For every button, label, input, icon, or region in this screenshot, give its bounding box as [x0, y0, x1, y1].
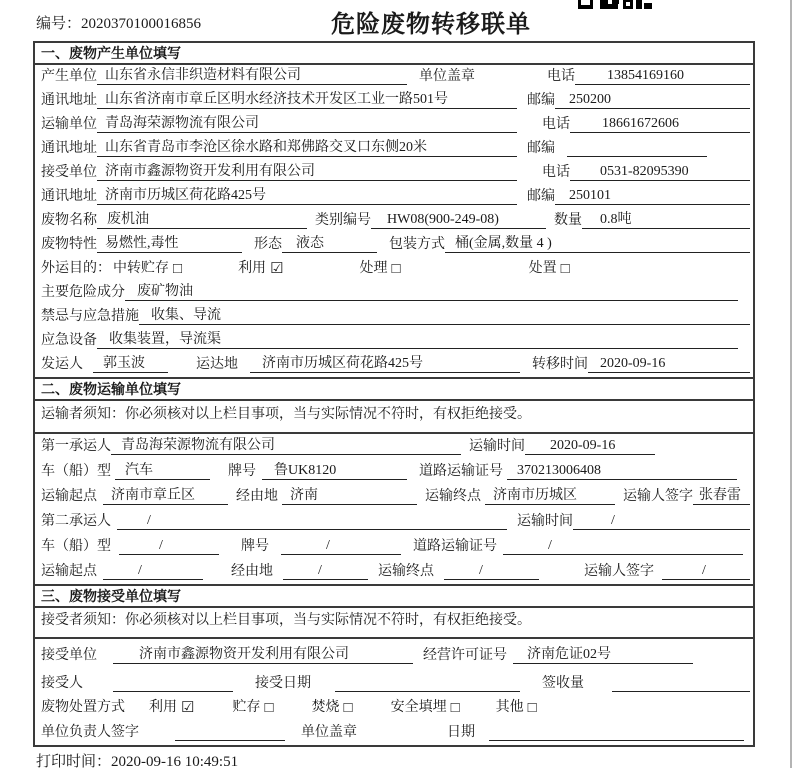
vehicle1-label: 车（船）型 [41, 464, 111, 479]
character-value: 易燃性,毒性 [97, 235, 242, 253]
via1-value: 济南 [282, 487, 417, 505]
purpose-option-use [238, 260, 283, 277]
purpose-option-dispose [529, 260, 570, 277]
vehicle2-value: / [119, 537, 219, 555]
transporter-notice-row [35, 401, 753, 434]
plate1-label: 牌号 [228, 464, 256, 479]
equipment-row [35, 329, 753, 353]
receiver-notice-row [35, 608, 753, 639]
disposal-burn-checkbox: □ [343, 700, 353, 716]
equipment-label: 应急设备 [41, 333, 97, 348]
packing-label: 包装方式 [389, 237, 445, 252]
transporter-notice-label: 运输者须知： [41, 407, 125, 422]
print-time-label: 打印时间： [36, 754, 112, 768]
phone3-label: 电话 [542, 165, 570, 180]
qty-label: 数量 [554, 213, 582, 228]
purpose-row [35, 257, 753, 281]
receiver-row [35, 161, 753, 185]
destination-value: 济南市历城区荷花路425号 [250, 355, 520, 373]
accept-unit-label: 接受单位 [41, 648, 97, 663]
time1-value: 2020-09-16 [525, 437, 655, 455]
accept-date-value [335, 691, 520, 692]
carrier1-row [35, 434, 753, 459]
origin1-label: 运输起点 [41, 489, 97, 504]
addr1-value: 山东省济南市章丘区明水经济技术开发区工业一路501号 [97, 91, 517, 109]
destination-label: 运达地 [196, 357, 238, 372]
addr3-value: 济南市历城区荷花路425号 [97, 187, 517, 205]
accept-person-value [113, 691, 233, 692]
disposal-burn-label: 焚烧 [311, 700, 340, 715]
doc-number [36, 12, 201, 33]
packing-value: 桶(金属,数量 4 ) [445, 235, 750, 253]
permit1-value: 370213006408 [507, 462, 737, 480]
category-label: 类别编号 [315, 213, 371, 228]
zip3-label: 邮编 [527, 189, 555, 204]
section3-title: 三、废物接受单位填写 [35, 584, 753, 608]
hazard-row [35, 281, 753, 305]
purpose-option-treat [360, 260, 401, 277]
zip1-value: 250200 [555, 91, 750, 109]
carrier1-label: 第一承运人 [41, 439, 111, 454]
date2-value [489, 740, 744, 741]
waste-name-label: 废物名称 [41, 213, 97, 228]
disposal-other-checkbox: □ [527, 700, 537, 716]
purpose-transfer-label: 中转贮存 [113, 261, 169, 276]
shipper-row [35, 353, 753, 377]
permit2-value: / [503, 537, 743, 555]
purpose-treat-label: 处理 [359, 261, 388, 276]
disposal-use-checkbox: ☑ [181, 700, 195, 716]
print-time-value: 2020-09-16 10:49:51 [111, 754, 239, 768]
page-title: 危险废物转移联单 [331, 11, 531, 38]
form-value: 液态 [282, 235, 377, 253]
via1-label: 经由地 [236, 489, 278, 504]
disposal-other-label: 其他 [495, 700, 524, 715]
disposal-landfill-checkbox: □ [450, 700, 460, 716]
carrier2-row [35, 509, 753, 534]
end1-label: 运输终点 [425, 489, 481, 504]
addr2-value: 山东省青岛市李沧区徐水路和郑佛路交叉口东侧20米 [97, 139, 517, 157]
phone2-label: 电话 [542, 117, 570, 132]
section1-title: 一、废物产生单位填写 [35, 43, 753, 65]
qr-code-icon [578, 0, 652, 9]
vehicle2-label: 车（船）型 [41, 539, 111, 554]
form-table [33, 41, 755, 747]
purpose-treat-checkbox: □ [391, 261, 401, 277]
receiver-value: 济南市鑫源物资开发利用有限公司 [97, 163, 517, 181]
addr2-label: 通讯地址 [41, 141, 97, 156]
origin2-label: 运输起点 [41, 564, 97, 579]
transporter-value: 青岛海荣源物流有限公司 [97, 115, 517, 133]
route1-row [35, 484, 753, 509]
purpose-option-transfer [113, 260, 182, 277]
route2-row [35, 559, 753, 584]
responsible-sign-row [35, 720, 753, 745]
producer-row [35, 65, 753, 89]
phone2-value: 18661672606 [570, 115, 750, 133]
waste-character-row [35, 233, 753, 257]
taboo-value: 收集、导流 [139, 307, 750, 325]
permit2-label: 道路运输证号 [413, 539, 497, 554]
sign1-value: 张春雷 [693, 487, 750, 505]
plate1-value: 鲁UK8120 [262, 462, 407, 480]
producer-address-row [35, 89, 753, 113]
receiver-label: 接受单位 [41, 165, 97, 180]
transporter-notice-text: 你必须核对以上栏目事项，当与实际情况不符时，有权拒绝接受。 [125, 407, 531, 422]
vehicle2-row [35, 534, 753, 559]
plate2-value: / [281, 537, 401, 555]
plate2-label: 牌号 [241, 539, 269, 554]
time2-value: / [573, 512, 750, 530]
purpose-dispose-checkbox: □ [560, 261, 570, 277]
disposal-store-label: 贮存 [232, 700, 261, 715]
category-value: HW08(900-249-08) [371, 211, 546, 229]
permit1-label: 道路运输证号 [419, 464, 503, 479]
sign2-value: / [662, 562, 750, 580]
amount-label: 签收量 [542, 676, 584, 691]
taboo-row [35, 305, 753, 329]
accept-unit-row [35, 639, 753, 668]
transfer-time-label: 转移时间 [532, 357, 588, 372]
transporter-address-row [35, 137, 753, 161]
carrier2-label: 第二承运人 [41, 514, 111, 529]
carrier2-value: / [117, 512, 507, 530]
hazard-label: 主要危险成分 [41, 285, 125, 300]
sign1-label: 运输人签字 [623, 489, 693, 504]
purpose-dispose-label: 处置 [528, 261, 557, 276]
vehicle1-row [35, 459, 753, 484]
phone3-value: 0531-82095390 [570, 163, 750, 181]
unit-seal-label: 单位盖章 [301, 725, 357, 740]
character-label: 废物特性 [41, 237, 97, 252]
disposal-use-label: 利用 [149, 700, 177, 715]
end2-label: 运输终点 [378, 564, 434, 579]
license-value: 济南危证02号 [513, 646, 693, 664]
qty-value: 0.8吨 [582, 211, 750, 229]
equipment-value: 收集装置，导流渠 [97, 331, 738, 349]
shipper-label: 发运人 [41, 357, 83, 372]
vehicle1-value: 汽车 [115, 462, 210, 480]
disposal-landfill-label: 安全填埋 [390, 700, 447, 715]
zip2-value [567, 156, 707, 157]
disposal-other [496, 699, 537, 716]
carrier1-value: 青岛海荣源物流有限公司 [111, 437, 461, 455]
time1-label: 运输时间 [469, 439, 525, 454]
shipper-value: 郭玉波 [93, 355, 168, 373]
phone1-label: 电话 [547, 69, 575, 84]
disposal-label: 废物处置方式 [41, 700, 125, 715]
end1-value: 济南市历城区 [485, 487, 615, 505]
doc-number-value: 2020370100016856 [81, 16, 202, 32]
accept-person-label: 接受人 [41, 676, 83, 691]
receiver-notice-text: 你必须核对以上栏目事项，当与实际情况不符时，有权拒绝接受。 [125, 613, 531, 628]
disposal-landfill [391, 699, 460, 716]
transfer-time-value: 2020-09-16 [588, 355, 750, 373]
receiver-notice-label: 接受者须知： [41, 613, 125, 628]
license-label: 经营许可证号 [423, 648, 507, 663]
responsible-sign-value [175, 740, 285, 741]
transporter-row [35, 113, 753, 137]
zip3-value: 250101 [555, 187, 750, 205]
hazard-value: 废矿物油 [125, 283, 738, 301]
producer-value: 山东省永信非织造材料有限公司 [97, 67, 407, 85]
accept-date-label: 接受日期 [255, 676, 311, 691]
waste-name-row [35, 209, 753, 233]
date2-label: 日期 [447, 725, 475, 740]
purpose-use-checkbox: ☑ [270, 261, 284, 277]
purpose-use-label: 利用 [238, 261, 267, 276]
accept-unit-value: 济南市鑫源物资开发利用有限公司 [113, 646, 413, 664]
phone1-value: 13854169160 [575, 67, 750, 85]
zip1-label: 邮编 [527, 93, 555, 108]
responsible-sign-label: 单位负责人签字 [41, 725, 139, 740]
accept-person-row [35, 668, 753, 696]
time2-label: 运输时间 [517, 514, 573, 529]
taboo-label: 禁忌与应急措施 [41, 309, 139, 324]
sign2-label: 运输人签字 [584, 564, 654, 579]
disposal-row [35, 696, 753, 720]
zip2-label: 邮编 [527, 141, 555, 156]
disposal-burn [312, 699, 353, 716]
seal-label: 单位盖章 [419, 69, 475, 84]
addr3-label: 通讯地址 [41, 189, 97, 204]
end2-value: / [444, 562, 539, 580]
doc-number-label: 编号： [36, 16, 82, 32]
addr1-label: 通讯地址 [41, 93, 97, 108]
form-label: 形态 [254, 237, 282, 252]
origin1-value: 济南市章丘区 [103, 487, 228, 505]
origin2-value: / [103, 562, 203, 580]
waste-name-value: 废机油 [97, 211, 307, 229]
amount-value [612, 691, 750, 692]
page-edge-line [790, 0, 792, 768]
disposal-store-checkbox: □ [264, 700, 274, 716]
section2-title: 二、废物运输单位填写 [35, 377, 753, 401]
producer-label: 产生单位 [41, 69, 97, 84]
purpose-transfer-checkbox: □ [173, 261, 183, 277]
print-time [36, 750, 238, 768]
disposal-option-store [232, 699, 273, 716]
receiver-address-row [35, 185, 753, 209]
disposal-option-use [149, 699, 194, 716]
via2-label: 经由地 [231, 564, 273, 579]
purpose-label: 外运目的： [41, 261, 111, 276]
via2-value: / [283, 562, 368, 580]
transporter-label: 运输单位 [41, 117, 97, 132]
